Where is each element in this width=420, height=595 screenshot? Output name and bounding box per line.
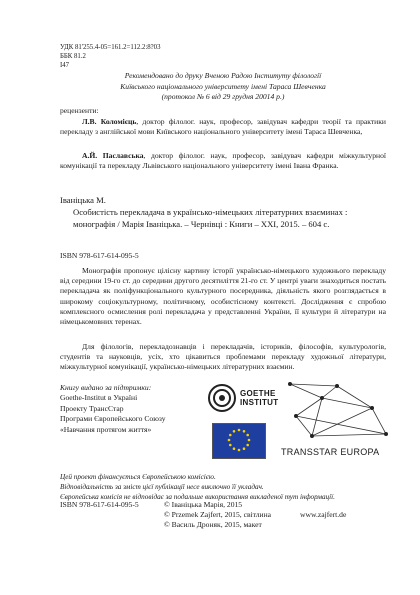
reviewers-label: рецензенти:: [60, 106, 99, 115]
reviewer-details: , доктор філолог. наук, професор, завідувач кафедри міжкультурної комунікації та перекладу Львівського національного університету імені Івана Франка.: [60, 151, 386, 171]
support-heading: Книгу видано за підтримки:: [60, 383, 152, 392]
reviewer-name: А.Й. Паславська: [82, 151, 144, 160]
reviewer-2: [60, 151, 386, 171]
support-line: Goethe-Institut в Україні: [60, 393, 138, 403]
goethe-logo-word: GOETHE: [240, 389, 276, 398]
cutter-line: І47: [60, 62, 70, 69]
isbn: ISBN 978-617-614-095-5: [60, 251, 139, 260]
approval-line: Рекомендовано до друку Вченою Радою Інституту філології: [124, 71, 322, 80]
transstar-logo-text: TRANSSTAR EUROPA: [281, 447, 380, 457]
support-line: Програми Європейського Союзу: [60, 414, 166, 424]
support-line: Проекту ТрансСтар: [60, 403, 124, 413]
disclaimer-line: Європейська комісія не відповідає за подальше використання викладеної тут інформації.: [60, 493, 335, 501]
bibliographic-description: Особистість перекладача в українсько-німецьких літературних взаєминах : монографія / Марія Іваніцька. – Чернівці : Книги – XXI, 2015. – 604 с.: [73, 207, 348, 229]
author-heading: Іваніцька М.: [60, 195, 106, 205]
goethe-institut-logo: [207, 381, 279, 415]
disclaimer-line: Цей проект фінансується Європейською комісією.: [60, 473, 216, 481]
reviewer-details: , доктор філолог. наук, професор, завідувач кафедри теорії та практики перекладу з англійської мови Київського національного університету імені Тараса Шевченка,: [60, 117, 386, 137]
goethe-logo-word: INSTITUT: [240, 398, 279, 407]
eu-stars-icon: [213, 424, 265, 458]
support-block: [60, 383, 205, 435]
bbk-line: ББК 81.2: [60, 53, 86, 60]
copyright-line: © Василь Дроняк, 2015, макет: [164, 520, 262, 529]
reviewer-1: [60, 117, 386, 137]
approval-note: [60, 71, 386, 103]
goethe-emblem-icon: [207, 383, 237, 413]
isbn-bottom: ISBN 978-617-614-095-5: [60, 500, 139, 509]
transstar-network-icon: [282, 378, 392, 444]
udc-block: [60, 43, 160, 70]
approval-line: Київського національного університету імені Тараса Шевченка: [120, 81, 326, 91]
website-url: www.zajfert.de: [300, 510, 347, 519]
support-line: «Навчання протягом життя»: [60, 424, 152, 434]
copyright-line: © Przemek Zajfert, 2015, світлина: [164, 510, 272, 519]
eu-flag-logo: [212, 423, 266, 459]
audience-paragraph: Для філологів, перекладознавців і перекладачів, істориків, філософів, культурологів, студентів та науковців, усіх, хто цікавиться проблемами перекладу художньої літератури, міжкультурної комунікації, українсько-німецьких літературних взаємин.: [60, 342, 386, 372]
annotation-paragraph: Монографія пропонує цілісну картину історії українсько-німецького художнього перекладу від середини 19-го ст. до середини другого десятиліття 21-го ст. У центрі уваги знаходиться постать перекладача як поліфункціонального культурного посередника, діяльність якого розглядається в широкому соціокультурному, політичному, особистісному контексті. Дослідження є спробою комплексного осмислення ролі перекладача у представленні України, її культури й літератури на німецькомовних теренах.: [60, 266, 386, 327]
copyright-line: © Іваніцька Марія, 2015: [164, 500, 243, 509]
disclaimer-line: Відповідальність за зміст цієї публікації несе виключно її укладач.: [60, 483, 264, 491]
eu-disclaimer: [60, 472, 390, 502]
approval-line: (протокол № 6 від 29 грудня 20014 р.): [161, 92, 285, 101]
reviewer-name: Л.В. Коломієць: [82, 117, 137, 126]
udc-line: УДК 81'255.4-05=161.2=112.2:8?03: [60, 44, 161, 51]
